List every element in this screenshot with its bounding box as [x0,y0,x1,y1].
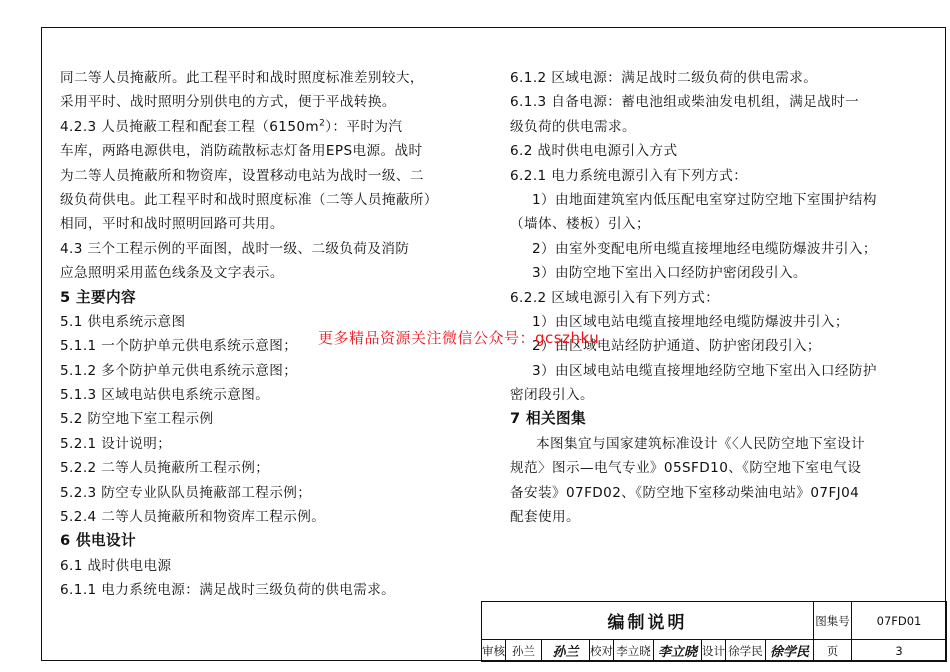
text-line: 6.2.1 电力系统电源引入有下列方式： [510,167,748,184]
text-line: 5.2.1 设计说明； [60,435,172,452]
text-line: 级负荷的供电需求。 [510,118,636,135]
reviewer-signature: 孙兰 [542,640,590,662]
checker-name: 李立晓 [614,640,654,662]
section-heading: 6 供电设计 [60,532,137,550]
text-line: 配套使用。 [510,509,580,526]
text-line: 6.1 战时供电电源 [60,557,172,574]
text-line: 备安装》07FD02、《防空地下室移动柴油电站》07FJ04 [510,484,860,501]
watermark-text: 更多精品资源关注微信公众号：gcszhku [318,329,600,347]
text-line: 5.1.2 多个防护单元供电系统示意图； [60,362,298,379]
text-line: 4.3 三个工程示例的平面图，战时一级、二级负荷及消防 [60,240,410,257]
text-line: 6.2 战时供电电源引入方式 [510,143,678,160]
atlas-number: 07FD01 [852,602,947,640]
designer-name: 徐学民 [726,640,766,662]
text-line: 5.1.1 一个防护单元供电系统示意图； [60,338,298,355]
text-line: 采用平时、战时照明分别供电的方式，便于平战转换。 [60,94,396,111]
section-heading: 5 主要内容 [60,288,137,306]
text-segment: 4.2.3 人员掩蔽工程和配套工程（6150m [60,118,320,135]
reviewer-name: 孙兰 [506,640,542,662]
text-line: 1）由地面建筑室内低压配电室穿过防空地下室围护结构 [532,191,877,208]
review-label: 审核 [482,640,506,662]
text-line: 5.1 供电系统示意图 [60,313,186,330]
text-line: 规范〉图示—电气专业》05SFD10、《防空地下室电气设 [510,460,862,477]
text-line: 5.2.2 二等人员掩蔽所工程示例； [60,460,270,477]
superscript: 2 [319,118,326,129]
text-line: 1）由区域电站电缆直接埋地经电缆防爆波井引入； [532,313,849,330]
text-line: 密闭段引入。 [510,387,594,404]
page-label: 页 [814,640,852,662]
text-line: 2）由区域电站经防护通道、防护密闭段引入； [532,338,821,355]
designer-signature: 徐学民 [766,640,814,662]
text-line: 为二等人员掩蔽所和物资库，设置移动电站为战时一级、二 [60,167,424,184]
title-block [481,601,946,661]
text-line: 级负荷供电。此工程平时和战时照度标准（二等人员掩蔽所） [60,191,438,208]
text-line: 6.1.1 电力系统电源：满足战时三级负荷的供电需求。 [60,582,396,599]
text-line: 6.1.3 自备电源：蓄电池组或柴油发电机组，满足战时一 [510,94,860,111]
text-line: 6.1.2 区域电源：满足战时二级负荷的供电需求。 [510,70,818,86]
text-line: （墙体、楼板）引入； [510,216,650,233]
page-number: 3 [852,640,947,662]
text-line: 3）由防空地下室出入口经防护密闭段引入。 [532,265,807,282]
text-line: 6.2.2 区域电源引入有下列方式： [510,289,720,306]
text-line: 5.2.4 二等人员掩蔽所和物资库工程示例。 [60,509,326,526]
text-line: 同二等人员掩蔽所。此工程平时和战时照度标准差别较大， [60,70,424,86]
atlas-number-label: 图集号 [814,602,852,640]
text-line: 3）由区域电站电缆直接埋地经防空地下室出入口经防护 [532,362,877,379]
checker-signature: 李立晓 [654,640,702,662]
check-label: 校对 [590,640,614,662]
text-line: 5.1.3 区域电站供电系统示意图。 [60,387,270,404]
text-line: 5.2.3 防空专业队队员掩蔽部工程示例； [60,484,312,501]
section-heading: 7 相关图集 [510,410,587,428]
text-line-area [60,115,460,139]
text-line: 5.2 防空地下室工程示例 [60,411,214,428]
text-line: 应急照明采用蓝色线条及文字表示。 [60,265,284,282]
text-line: 车库，两路电源供电，消防疏散标志灯备用EPS电源。战时 [60,143,423,160]
text-segment: ）：平时为汽 [325,118,403,135]
text-line: 本图集宜与国家建筑标准设计《〈人民防空地下室设计 [536,435,866,452]
text-line: 相同，平时和战时照明回路可共用。 [60,216,284,233]
drawing-title: 编制说明 [482,602,814,640]
text-line: 2）由室外变配电所电缆直接埋地经电缆防爆波井引入； [532,240,877,257]
right-column [510,66,910,529]
design-label: 设计 [702,640,726,662]
